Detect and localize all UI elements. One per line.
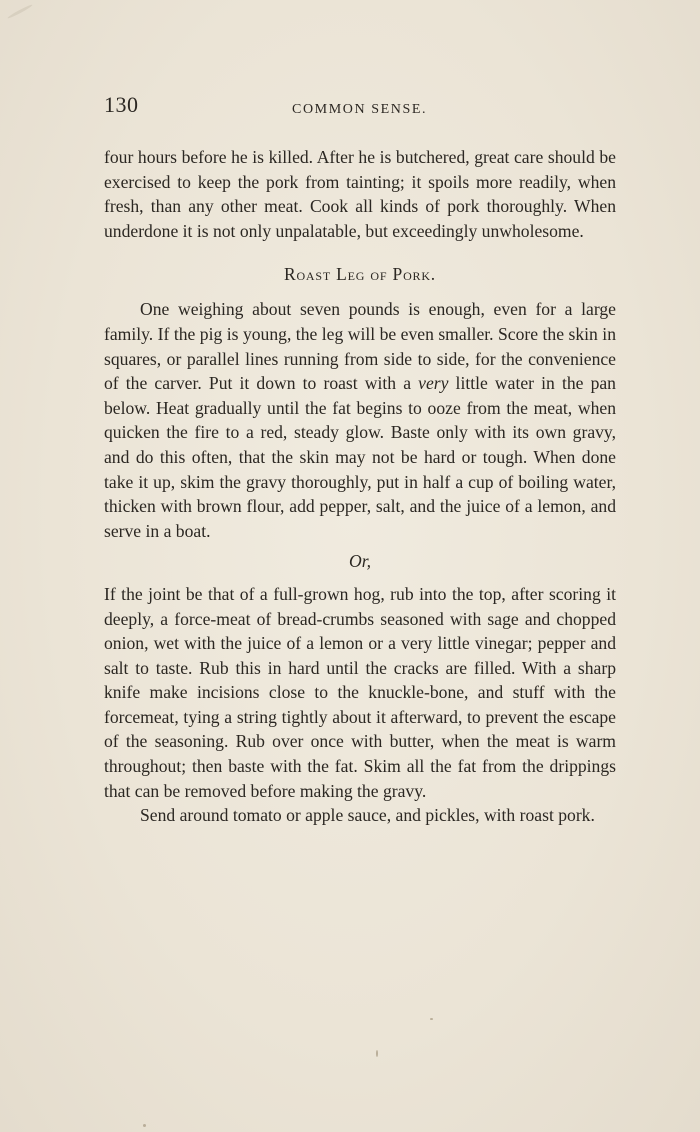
paper-speck	[143, 1124, 146, 1127]
paragraph-text: little water in the pan below. Heat gradually until the fat begins to ooze from the meat, when quicken the fire to a red, steady glow. Baste only with its own gravy, and do this often, that the skin may not be hard or tough. When done take it up, skim the gravy thoroughly, put in half a cup of boiling water, thicken with brown flour, add pepper, salt, and the juice of a lemon, and serve in a boat.	[104, 373, 616, 541]
intro-paragraph: four hours before he is killed. After he is butchered, great care should be exercised to keep the pork from tainting; it spoils more readily, when fresh, than any other meat. Cook all kinds of pork thoroughly. When underdone it is not only unpalatable, but exceedingly unwholesome.	[104, 147, 616, 241]
paper-speck	[430, 1018, 433, 1020]
paper-speck	[7, 4, 33, 20]
paragraph-text: One weighing about seven pounds is enough, even for a large family. If the pig is young, the leg will be even smaller. Score the skin in squares, or parallel lines running from side to side, for the convenience of the carver. Put it down to roast with a	[104, 299, 616, 394]
paper-speck	[376, 1050, 378, 1057]
book-page	[104, 92, 616, 828]
recipe-paragraph-2: If the joint be that of a full-grown hog, rub into the top, after scoring it deeply, a force-meat of bread-crumbs seasoned with sage and chopped onion, wet with the juice of a lemon or a very little vinegar; pepper and salt to taste. Rub this in hard until the cracks are filled. With a sharp knife make incisions close to the knuckle-bone, and stuff with the forcemeat, tying a string tightly about it afterward, to prevent the escape of the seasoning. Rub over once with butter, when the meat is warm throughout; then baste with the fat. Skim all the fat from the drippings that can be removed before making the gravy.	[104, 583, 616, 801]
recipe-paragraph-3: Send around tomato or apple sauce, and pickles, with roast pork.	[140, 805, 595, 826]
page-number: 130	[104, 92, 139, 117]
running-head	[104, 92, 616, 126]
alternative-label: Or,	[348, 551, 371, 572]
recipe-heading: Roast Leg of Pork.	[283, 264, 436, 285]
running-title: COMMON SENSE.	[292, 102, 428, 117]
recipe-paragraph-1	[104, 297, 616, 543]
emphasis-text: very	[418, 373, 449, 394]
